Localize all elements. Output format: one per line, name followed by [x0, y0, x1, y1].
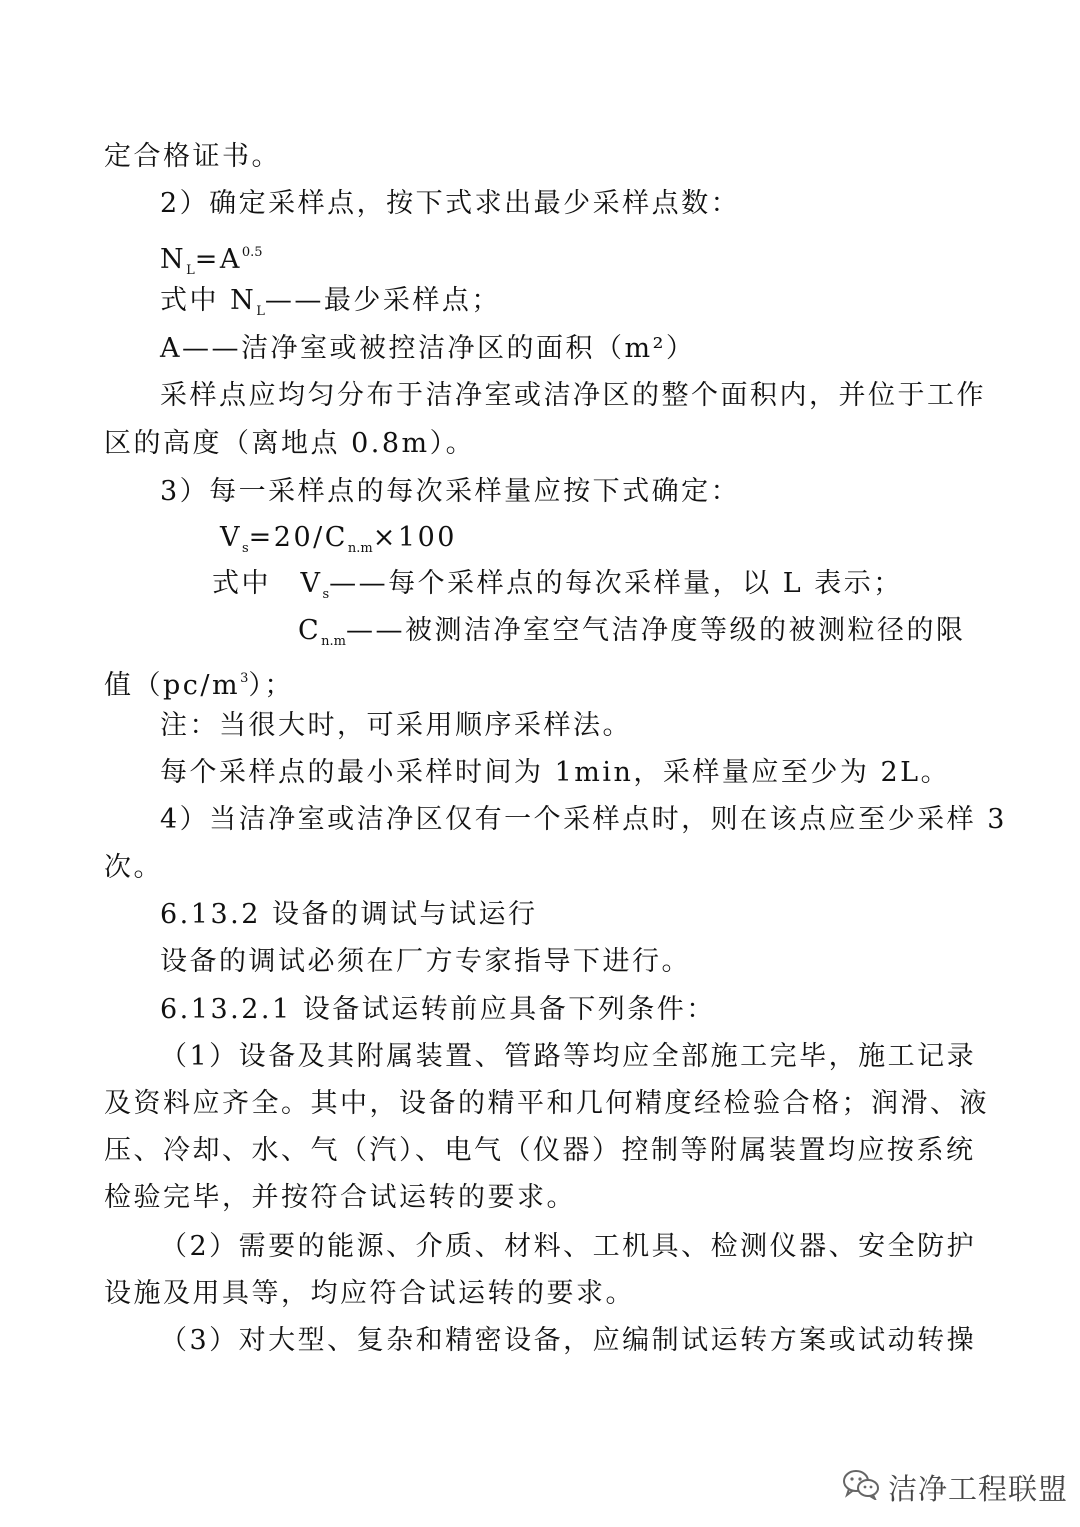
- paragraph-line: 次。: [104, 852, 163, 883]
- paragraph-line: 压、冷却、水、气（汽）、电气（仪器）控制等附属装置均应按系统: [104, 1135, 976, 1166]
- wechat-icon: [842, 1468, 888, 1507]
- list-item: 3）每一采样点的每次采样量应按下式确定：: [160, 476, 741, 507]
- paragraph-line: 检验完毕，并按符合试运转的要求。: [104, 1182, 576, 1213]
- watermark: [842, 1465, 1068, 1509]
- paragraph-line: 每个采样点的最小采样时间为 1min，采样量应至少为 2L。: [160, 757, 951, 788]
- list-item: 4）当洁净室或洁净区仅有一个采样点时，则在该点应至少采样 3: [160, 804, 1007, 835]
- text-line: 定合格证书。: [104, 141, 281, 172]
- paragraph-line: 设备的调试必须在厂方专家指导下进行。: [160, 946, 691, 977]
- list-item: （3）对大型、复杂和精密设备，应编制试运转方案或试动转操: [160, 1325, 977, 1356]
- watermark-text: 洁净工程联盟: [888, 1471, 1069, 1506]
- section-heading: 6.13.2 设备的调试与试运行: [160, 899, 538, 930]
- note: 注：当很大时，可采用顺序采样法。: [160, 710, 632, 741]
- formula: $N_L=A^{0.5}$: [160, 244, 263, 278]
- section-heading: 6.13.2.1 设备试运转前应具备下列条件：: [160, 994, 716, 1025]
- formula-legend: $C_{n.m}——$被测洁净室空气洁净度等级的被测粒径的限: [298, 615, 966, 649]
- paragraph-line: 及资料应齐全。其中，设备的精平和几何精度经检验合格；润滑、液: [104, 1088, 989, 1119]
- list-item: （1）设备及其附属装置、管路等均应全部施工完毕，施工记录: [160, 1041, 977, 1072]
- paragraph-line: 区的高度（离地点 0.8m）。: [104, 428, 476, 459]
- list-item: 2）确定采样点，按下式求出最少采样点数：: [160, 188, 741, 219]
- formula-legend: A——洁净室或被控洁净区的面积（m²）: [160, 333, 696, 364]
- list-item: （2）需要的能源、介质、材料、工机具、检测仪器、安全防护: [160, 1231, 977, 1262]
- paragraph-line: 设施及用具等，均应符合试运转的要求。: [104, 1278, 635, 1309]
- paragraph-line: 采样点应均匀分布于洁净室或洁净区的整个面积内，并位于工作: [160, 380, 986, 411]
- formula-legend: 值$(pc/m^3)$；: [104, 670, 294, 701]
- formula-legend: 式中 $V_s——$每个采样点的每次采样量，以 L 表示；: [212, 568, 903, 602]
- formula: $V_s=20/C_{n.m}\times 100$: [220, 522, 457, 556]
- formula-legend: 式中 $N_L——$最少采样点；: [160, 285, 501, 319]
